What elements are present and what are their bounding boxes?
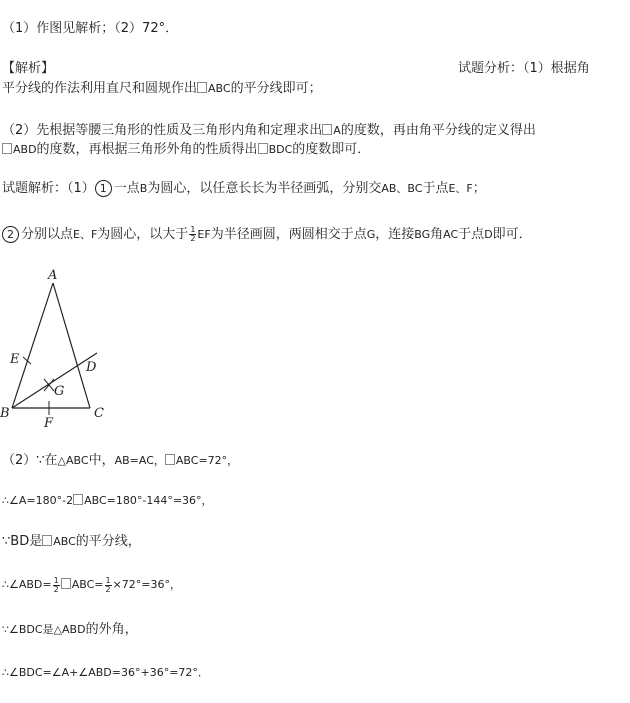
bisector-line — [12, 353, 97, 408]
fraction-one-half: $\frac{1}{2}$ — [190, 225, 196, 243]
part2-line-1: （2）∵在△ABC中，AB=AC， ABC=72°， — [2, 453, 239, 468]
part2-line-2: ∴∠A=180°-2 ABC=180°-144°=36°， — [2, 494, 213, 507]
step-number-1: 1 — [95, 180, 112, 197]
part2-line-3: ∵BD是 ABC的平分线， — [2, 534, 141, 549]
label-b: B — [0, 406, 10, 421]
angle-symbol-icon — [2, 143, 12, 154]
triangle-construction-figure — [0, 265, 130, 435]
step-number-2: 2 — [2, 226, 19, 243]
part2-line-4: ∴∠ABD= $\frac{1}{2}$ ABC= $\frac{1}{2}$ ×72°=36°， — [2, 575, 182, 594]
label-d: D — [86, 360, 97, 375]
angle-symbol-icon — [73, 494, 83, 505]
side-ab — [12, 283, 53, 408]
label-e: E — [10, 352, 20, 367]
label-g: G — [54, 384, 65, 399]
answer-line: （1）作图见解析；（2）72°． — [2, 21, 179, 36]
analysis-line-2: 平分线的作法利用直尺和圆规作出 ABC的平分线即可； — [2, 81, 322, 96]
part2-line-6: ∴∠BDC=∠A+∠ABD=36°+36°=72°． — [2, 666, 209, 679]
analysis-paragraph-2b: ABD的度数，再根据三角形外角的性质得出 BDC的度数即可． — [2, 141, 370, 159]
angle-symbol-icon — [197, 82, 207, 93]
angle-symbol-icon — [42, 535, 52, 546]
solution-step-2: 2 分别以点E、F为圆心，以大于 $\frac{1}{2}$ EF为半径画圆，两圆相交于点G，连接BG角AC于点D即可． — [2, 226, 532, 244]
label-c: C — [94, 406, 104, 421]
fraction-one-half: $\frac{1}{2}$ — [105, 575, 111, 594]
part2-line-5: ∵∠BDC是△ABD的外角， — [2, 622, 138, 637]
label-a: A — [48, 268, 58, 283]
angle-symbol-icon — [61, 578, 71, 589]
solution-step-1: 试题解析：（1） 1 一点B为圆心，以任意长长为半径画弧，分别交AB、BC于点E、F； — [2, 181, 486, 196]
angle-symbol-icon — [322, 124, 332, 135]
fraction-one-half: $\frac{1}{2}$ — [53, 575, 59, 594]
analysis-header: 【解析】 — [2, 61, 55, 76]
analysis-intro-right: 试题分析：（1）根据角 — [458, 61, 590, 76]
label-f: F — [44, 416, 54, 431]
angle-symbol-icon — [258, 143, 268, 154]
analysis-paragraph-2a: （2）先根据等腰三角形的性质及三角形内角和定理求出 A的度数，再由角平分线的定义得出 — [2, 123, 536, 138]
angle-symbol-icon — [165, 454, 175, 465]
